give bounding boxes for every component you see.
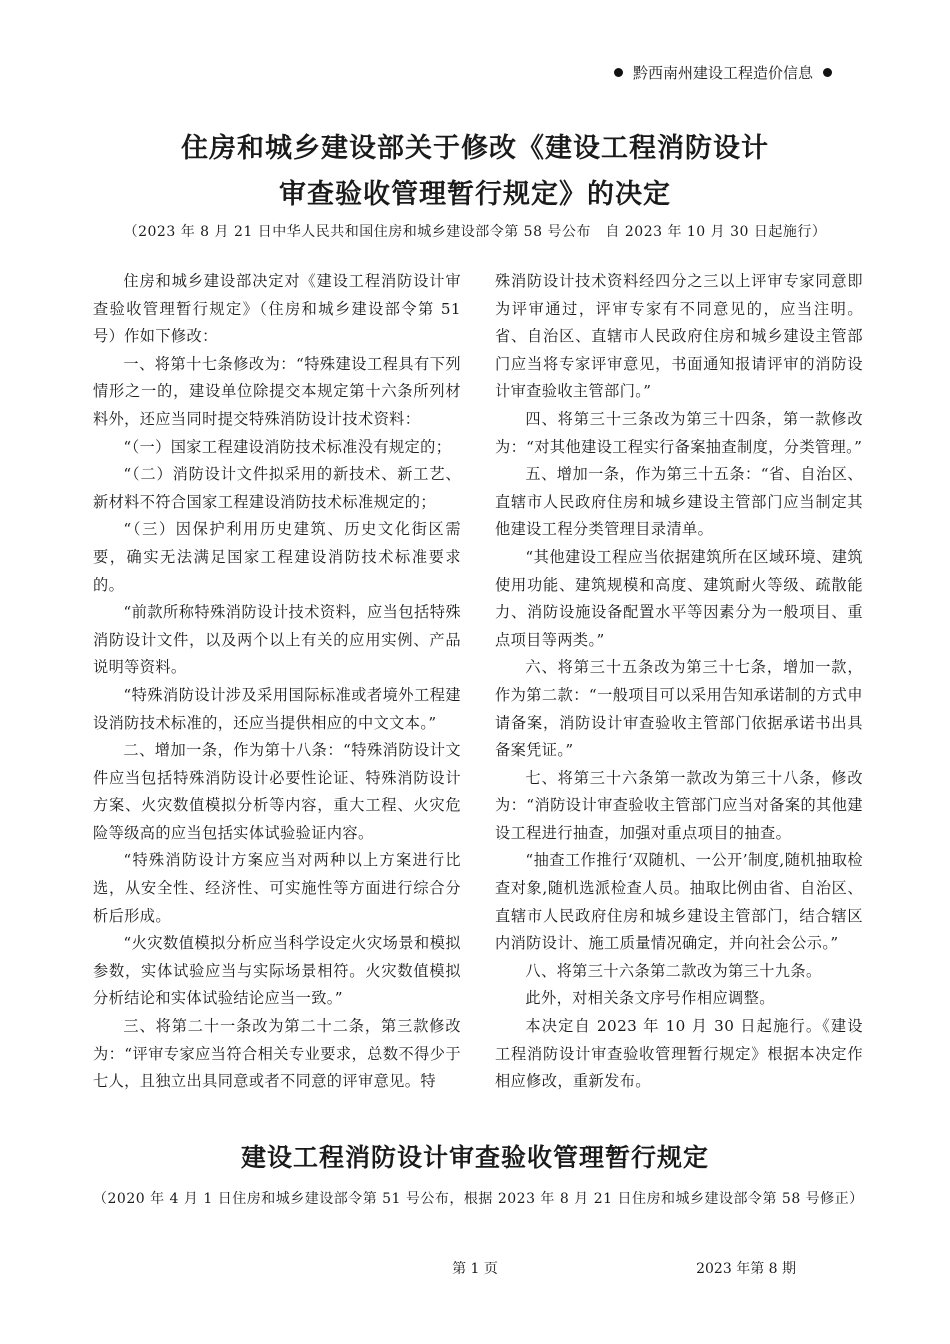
paragraph: 此外，对相关条文序号作相应调整。	[525, 989, 775, 1008]
paragraph: 七、将第三十六条第一款改为第三十八条，修改为：“消防设计审查验收主管部门应当对备案的其他建设工程进行抽查，加强对重点项目的抽查。	[495, 768, 863, 842]
issue-number: 2023 年第 8 期	[696, 1261, 796, 1277]
paragraph: “（二）消防设计文件拟采用的新技术、新工艺、新材料不符合国家工程建设消防技术标准规定的；	[93, 465, 461, 511]
right-column	[495, 268, 863, 1096]
paragraph: 三、将第二十一条改为第二十二条，第三款修改为：“评审专家应当符合相关专业要求，总数不得少于七人，且独立出具同意或者不同意的评审意见。特	[93, 1017, 461, 1091]
paragraph: 八、将第三十六条第二款改为第三十九条。	[525, 961, 822, 980]
paragraph: “火灾数值模拟分析应当科学设定火灾场景和模拟参数，实体试验应当与实际场景相符。火灾数值模拟分析结论和实体试验结论应当一致。”	[93, 934, 461, 1008]
publication-name: 黔西南州建设工程造价信息	[632, 64, 813, 82]
page-number: 第 1 页	[452, 1261, 498, 1277]
paragraph-continuation: 殊消防设计技术资料经四分之三以上评审专家同意即为评审通过，评审专家有不同意见的，应当注明。省、自治区、直辖市人民政府住房和城乡建设主管部门应当将专家评审意见，书面通知报请评审的消防设计审查验收主管部门。”	[495, 272, 863, 401]
paragraph: “其他建设工程应当依据建筑所在区域环境、建筑使用功能、建筑规模和高度、建筑耐火等级、疏散能力、消防设施设备配置水平等因素分为一般项目、重点项目等两类。”	[495, 547, 863, 649]
publication-header	[614, 62, 832, 83]
decree-subtitle: （2023 年 8 月 21 日中华人民共和国住房和城乡建设部令第 58 号公布 自 2023 年 10 月 30 日起施行）	[123, 224, 827, 240]
paragraph: “特殊消防设计方案应当对两种以上方案进行比选，从安全性、经济性、可实施性等方面进行综合分析后形成。	[93, 851, 461, 925]
section-subtitle: （2020 年 4 月 1 日住房和城乡建设部令第 51 号公布，根据 2023 年 8 月 21 日住房和城乡建设部令第 58 号修正）	[93, 1191, 864, 1207]
title-line-1: 住房和城乡建设部关于修改《建设工程消防设计	[181, 133, 769, 164]
paragraph: “前款所称特殊消防设计技术资料，应当包括特殊消防设计文件，以及两个以上有关的应用实例、产品说明等资料。	[93, 603, 461, 677]
paragraph: 住房和城乡建设部决定对《建设工程消防设计审查验收管理暂行规定》（住房和城乡建设部令第 51 号）作如下修改：	[93, 272, 461, 346]
left-column	[93, 268, 461, 1096]
paragraph: 四、将第三十三条改为第三十四条，第一款修改为：“对其他建设工程实行备案抽查制度，分类管理。”	[495, 409, 863, 456]
paragraph: 六、将第三十五条改为第三十七条，增加一款，作为第二款：“一般项目可以采用告知承诺制的方式申请备案，消防设计审查验收主管部门依据承诺书出具备案凭证。”	[495, 658, 863, 760]
paragraph: “（三）因保护利用历史建筑、历史文化街区需要，确实无法满足国家工程建设消防技术标准要求的。	[93, 520, 461, 594]
page-title	[0, 126, 950, 218]
paragraph: 二、增加一条，作为第十八条：“特殊消防设计文件应当包括特殊消防设计必要性论证、特殊消防设计方案、火灾数值模拟分析等内容，重大工程、火灾危险等级高的应当包括实体试验验证内容。	[93, 741, 461, 842]
paragraph: 一、将第十七条修改为：“特殊建设工程具有下列情形之一的，建设单位除提交本规定第十六条所列材料外，还应当同时提交特殊消防设计技术资料：	[93, 354, 461, 428]
paragraph: “（一）国家工程建设消防技术标准没有规定的；	[123, 437, 452, 456]
paragraph: “特殊消防设计涉及采用国际标准或者境外工程建设消防技术标准的，还应当提供相应的中文文本。”	[93, 685, 461, 732]
title-line-2: 审查验收管理暂行规定》的决定	[279, 179, 671, 210]
body-columns	[93, 268, 863, 1096]
paragraph: 五、增加一条，作为第三十五条：“省、自治区、直辖市人民政府住房和城乡建设主管部门应当制定其他建设工程分类管理目录清单。	[495, 465, 863, 539]
bullet-dot-icon	[823, 68, 832, 77]
paragraph: “抽查工作推行‘双随机、一公开’制度,随机抽取检查对象,随机选派检查人员。抽取比例由省、自治区、直辖市人民政府住房和城乡建设主管部门，结合辖区内消防设计、施工质量情况确定，并向社会公示。”	[495, 851, 863, 953]
paragraph: 本决定自 2023 年 10 月 30 日起施行。《建设工程消防设计审查验收管理暂行规定》根据本决定作相应修改，重新发布。	[495, 1017, 863, 1091]
section-title: 建设工程消防设计审查验收管理暂行规定	[240, 1143, 709, 1172]
bullet-dot-icon	[614, 68, 623, 77]
